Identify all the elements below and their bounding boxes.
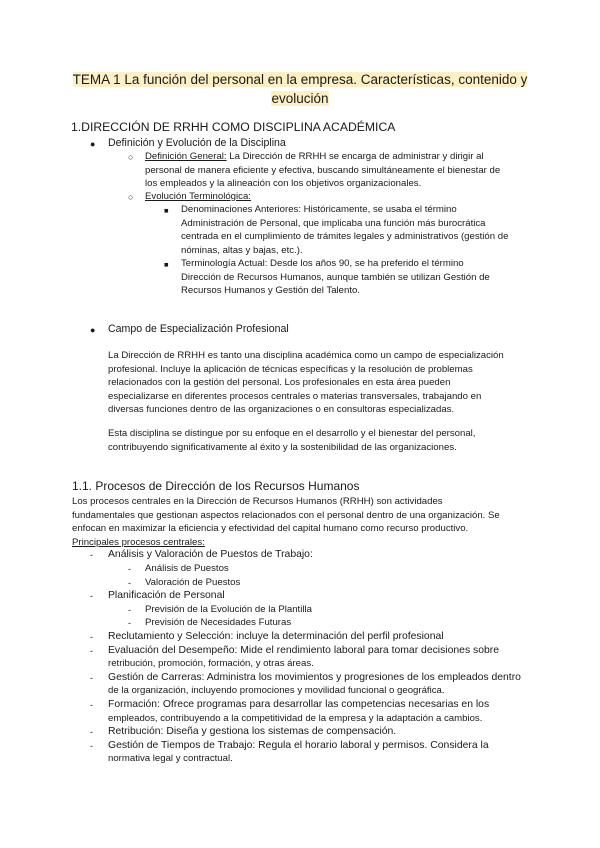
square-bullet-icon: ■ [164, 206, 169, 215]
bullet-icon: ● [90, 325, 96, 335]
intro-line-2: fundamentales que gestionan aspectos relacionados con el personal dentro de una organización. Se [72, 509, 500, 521]
process-item-continuation: normativa legal y contractual. [108, 753, 233, 765]
process-subitem: Valoración de Puestos [145, 576, 241, 588]
previous-terms-line-2: Administración de Personal, que implicaba una función más burocrática [181, 217, 486, 229]
dash-bullet-icon: - [90, 672, 93, 683]
process-subitem: Análisis de Puestos [145, 563, 229, 574]
dash-bullet-icon: - [90, 632, 93, 642]
paragraph-1-line-3: relacionados con la gestión del personal. Los profesionales en esta área pueden [108, 377, 451, 389]
process-subitem: Previsión de Necesidades Futuras [145, 617, 292, 629]
process-item-continuation: de la organización, incluyendo promociones y movilidad funcional o geográfica. [108, 685, 445, 697]
previous-terms-line-3: centrada en el cumplimiento de trámites legales y administrativos (gestión de [181, 231, 509, 243]
page-title [60, 70, 540, 108]
process-item-continuation: retribución, promoción, formación, y otras áreas. [108, 658, 314, 670]
paragraph-2-line-1: Esta disciplina se distingue por su enfoque en el desarrollo y el bienestar del personal, [108, 428, 476, 439]
dash-bullet-icon: - [128, 604, 131, 615]
process-item: Gestión de Carreras: Administra los movimientos y progresiones de los empleados dentro [108, 671, 521, 683]
paragraph-2-line-2: contribuyendo significativamente al éxito y la sostenibilidad de las organizaciones. [108, 441, 457, 453]
intro-line-3: enfocan en maximizar la eficiencia y efectividad del capital humano como recurso productivo. [72, 523, 469, 535]
current-terms-line-3: Recursos Humanos y Gestión del Talento. [181, 285, 360, 297]
process-item: Gestión de Tiempos de Trabajo: Regula el horario laboral y permisos. Considera la [108, 739, 489, 751]
process-item: Evaluación del Desempeño: Mide el rendimiento laboral para tomar decisiones sobre [108, 644, 500, 656]
definition-line-2: personal de manera eficiente y efectiva, buscando simultáneamente el bienestar de [145, 164, 501, 176]
current-terms-line-1: Terminología Actual: Desde los años 90, se ha preferido el término [181, 258, 464, 269]
paragraph-1-line-2: profesional. Incluye la aplicación de técnicas específicas y la resolución de problemas [108, 363, 473, 375]
dash-bullet-icon: - [128, 577, 131, 588]
previous-terms-line-1: Denominaciones Anteriores: Históricamente, se usaba el término [181, 204, 457, 215]
evolution-label: Evolución Terminológica: [145, 191, 251, 202]
dash-bullet-icon: - [90, 700, 93, 710]
intro-line-1: Los procesos centrales en la Dirección de Recursos Humanos (RRHH) son actividades [72, 496, 443, 507]
section-1-heading: 1.DIRECCIÓN DE RRHH COMO DISCIPLINA ACADÉMICA [71, 120, 396, 134]
title-line-2: evolución [271, 91, 329, 106]
process-subitem: Previsión de la Evolución de la Plantilla [145, 603, 312, 615]
process-item: Formación: Ofrece programas para desarrollar las competencias necesarias en los [108, 699, 490, 710]
paragraph-1-line-1: La Dirección de RRHH es tanto una disciplina académica como un campo de especialización [108, 350, 504, 361]
dash-bullet-icon: - [90, 727, 93, 738]
dash-bullet-icon: - [90, 740, 93, 751]
process-item: Reclutamiento y Selección: incluye la determinación del perfil profesional [108, 631, 444, 642]
definition-label: Definición General: [145, 151, 227, 162]
process-item-continuation: empleados, contribuyendo a la competitividad de la empresa y la adaptación a cambios. [108, 712, 483, 724]
square-bullet-icon: ■ [164, 260, 169, 269]
process-item: Retribución: Diseña y gestiona los sistemas de compensación. [108, 726, 397, 738]
definition-line-3: los empleados y la alineación con los objetivos organizacionales. [145, 178, 422, 190]
circle-bullet-icon: ○ [128, 152, 134, 162]
definition-line-1: Definición General: La Dirección de RRHH se encarga de administrar y dirigir al [145, 151, 484, 162]
principal-processes-label: Principales procesos centrales: [72, 536, 205, 548]
dash-bullet-icon: - [90, 550, 93, 561]
dash-bullet-icon: - [90, 645, 93, 656]
process-item: Análisis y Valoración de Puestos de Trabajo: [108, 549, 313, 561]
dash-bullet-icon: - [128, 564, 131, 574]
previous-terms-line-4: nóminas, altas y bajas, etc.). [181, 244, 303, 256]
current-terms-line-2: Dirección de Recursos Humanos, aunque también se utilizan Gestión de [181, 271, 490, 283]
title-line-1: TEMA 1 La función del personal en la empresa. Características, contenido y [72, 72, 528, 87]
process-item: Planificación de Personal [108, 590, 225, 602]
bullet-campo: Campo de Especialización Profesional [108, 323, 289, 335]
bullet-icon: ● [90, 139, 96, 149]
dash-bullet-icon: - [90, 591, 93, 602]
section-1-1-heading: 1.1. Procesos de Dirección de los Recursos Humanos [72, 479, 360, 493]
circle-bullet-icon: ○ [128, 192, 134, 202]
paragraph-1-line-4: especializarse en diferentes procesos centrales o materias transversales, trabajando en [108, 390, 482, 402]
dash-bullet-icon: - [128, 618, 131, 629]
bullet-definicion: Definición y Evolución de la Disciplina [108, 137, 286, 149]
paragraph-1-line-5: diversas funciones dentro de las organizaciones o en consultoras especializadas. [108, 404, 455, 416]
